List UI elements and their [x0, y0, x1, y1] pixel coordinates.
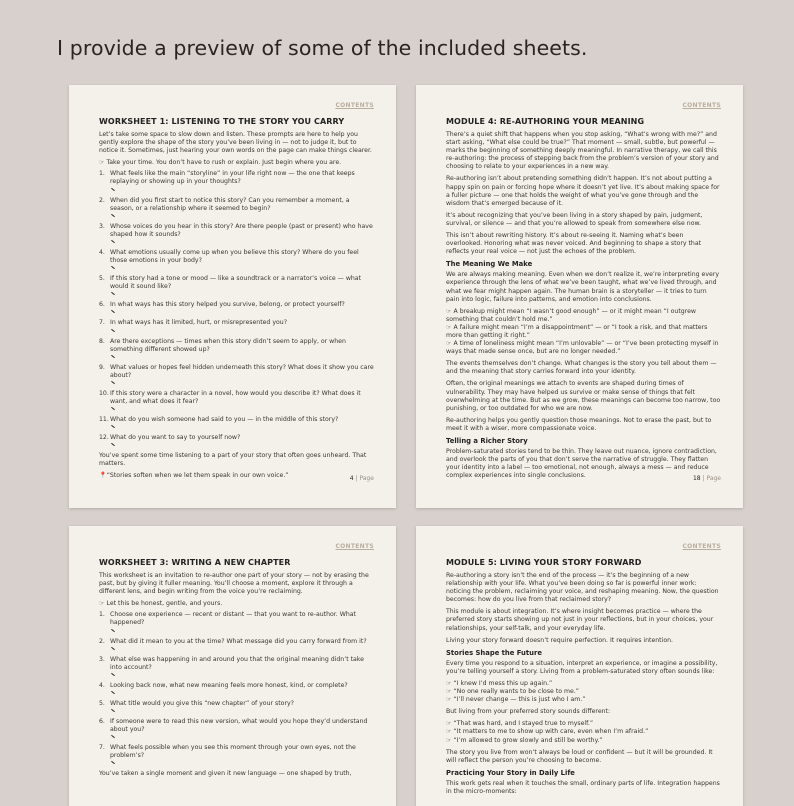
paragraph: This work gets real when it touches the small, ordinary parts of life. Integration happens in the micro-moments: [446, 779, 720, 795]
question-item: 7. In what ways has it limited, hurt, or misrepresented you? [99, 319, 374, 336]
answer-mark-icon [110, 708, 374, 717]
contents-link[interactable]: CONTENTS [335, 102, 374, 109]
question-item: 4. Looking back now, what new meaning feels more honest, kind, or complete? [99, 682, 374, 699]
question-item: 8. Are there exceptions — times when this story didn’t seem to apply, or when something different showed up? [99, 338, 374, 363]
take-time-note: ☞ Take your time. You don’t have to rush or explain. Just begin where you are. [99, 159, 342, 167]
answer-mark-icon [110, 628, 374, 637]
contents-link[interactable]: CONTENTS [682, 102, 721, 109]
paragraph: The story you live from won’t always be loud or confident — but it will be grounded. It will reflect the person you’re choosing to become. [446, 748, 713, 764]
paragraph: Re-authoring a story isn’t the end of the process — it’s the beginning of a new relationship with your life. What you’ve been doing so far is powerful inner work: noticing the problem, reclaiming your voice, and reshaping meaning. Now, the question becomes: how do you live from that reclaimed story? [446, 572, 719, 604]
section-heading: Telling a Richer Story [446, 437, 528, 445]
answer-mark-icon [110, 380, 374, 389]
question-item: 3. Whose voices do you hear in this story? Are there people (past or present) who have shaped how it sounds? [99, 223, 374, 248]
paragraph: We are always making meaning. Even when we don’t realize it, we’re interpreting every experience through the lens of what we’ve been taught, what we’ve lived through, and what we fear might happen again. The human brain is a storyteller — it tries to turn pain into logic, failure into patterns, and emotion into conclusions. [446, 271, 720, 303]
sheet-worksheet-1 [69, 85, 396, 508]
answer-mark-icon [110, 239, 374, 248]
section-heading: Practicing Your Story in Daily Life [446, 768, 575, 777]
answer-mark-icon [110, 734, 374, 743]
paragraph: This isn’t about rewriting history. It’s about re-seeing it. Naming what’s been overlooked. Honoring what was never voiced. And beginning to shape a story that reflects your real voice — not just the echoes of the problem. [446, 232, 702, 256]
intro-text: This worksheet is an invitation to re-author one part of your story — not by erasing the past, but by giving it fuller meaning. You’ll choose a moment, explore it through a different lens, and begin writing from the voice you’re reclaiming. [99, 572, 369, 596]
bullet-item: ☞ “I knew I’d mess this up again.” [446, 679, 553, 687]
answer-mark-icon [110, 690, 374, 699]
paragraph: Every time you respond to a situation, interpret an experience, or imagine a possibility, you’re telling yourself a story. Living from a problem-saturated story often sounds like: [446, 659, 718, 675]
sheet-title: WORKSHEET 1: LISTENING TO THE STORY YOU CARRY [99, 117, 345, 126]
page-number: 4 | Page [349, 475, 374, 482]
paragraph: Re-authoring helps you gently question those meanings. Not to erase the past, but to meet it with a wiser, more compassionate voice. [446, 416, 712, 432]
preview-headline: I provide a preview of some of the included sheets. [57, 36, 588, 60]
paragraph: There’s a quiet shift that happens when you stop asking, “What’s wrong with me?” and start asking, “What else could be true?” That moment — small, subtle, but powerful — marks the beginning of something deeply meaningful. In narrative therapy, we call this re-authoring: the process of stepping back from the problem’s version of your story and choosing to relate to your experiences in a new way. [446, 131, 719, 171]
paragraph: Living your story forward doesn’t require perfection. It requires intention. [446, 636, 673, 644]
question-list [99, 170, 374, 451]
answer-mark-icon [110, 265, 374, 274]
intro-text: Let’s take some space to slow down and listen. These prompts are here to help you gently explore the shape of the story you’ve been living in — not to judge it, but to notice it. Sometimes, just hearing your own words on the page can make things clearer. [99, 131, 372, 155]
paragraph: It’s about recognizing that you’ve been living in a story shaped by pain, judgment, survival, or silence — and that you’re allowed to speak from somewhere else now. [446, 211, 703, 227]
paragraph: Often, the original meanings we attach to events are shaped during times of vulnerability. They may have helped us survive or make sense of things that felt overwhelming at the time. But as we grow, these meanings can become too narrow, too punishing, or too outdated for who we are now. [446, 380, 721, 412]
question-item: 6. If someone were to read this new version, what would you hope they’d understand about you? [99, 718, 374, 743]
bullet-item: ☞ A failure might mean “I’m a disappointment” — or “I took a risk, and that matters more than getting it right.” [446, 323, 708, 339]
answer-mark-icon [110, 328, 374, 337]
question-item: 2. What did it mean to you at the time? What message did you carry forward from it? [99, 638, 374, 655]
bullet-item: ☞ A time of loneliness might mean “I’m unlovable” — or “I’ve been protecting myself in ways that made sense once, but are no longer needed.” [446, 340, 719, 356]
bullet-item: ☞ “It matters to me to show up with care, even when I’m afraid.” [446, 728, 649, 736]
bullet-item: ☞ A breakup might mean “I wasn’t good enough” — or it might mean “I outgrew something that couldn’t hold me.” [446, 307, 696, 323]
answer-mark-icon [110, 424, 374, 433]
question-item: 11. What do you wish someone had said to you — in the middle of this story? [99, 416, 374, 433]
pin-icon: 📍 [99, 472, 107, 480]
closing-text: You’ve spent some time listening to a part of your story that often goes unheard. That matters. [99, 452, 367, 468]
bullet-item: ☞ “That was hard, and I stayed true to myself.” [446, 720, 594, 728]
paragraph: But living from your preferred story sounds different: [446, 708, 611, 716]
sheet-title: MODULE 4: RE-AUTHORING YOUR MEANING [446, 117, 645, 126]
section-heading: The Meaning We Make [446, 260, 533, 269]
question-item: 1. Choose one experience — recent or distant — that you want to re-author. What happened? [99, 611, 374, 636]
question-item: 10. If this story were a character in a novel, how would you describe it? What does it want, and what does it fear? [99, 390, 374, 415]
paragraph: This module is about integration. It’s where insight becomes practice — where the preferred story starts showing up not just in your reflections, but in your choices, your relationships, your self-talk, and your everyday life. [446, 608, 714, 632]
page-number: 18 | Page [692, 475, 721, 482]
let-note: ☞ Let this be honest, gentle, and yours. [99, 600, 223, 608]
question-item: 5. If this story had a tone or mood — like a soundtrack or a narrator’s voice — what would it sound like? [99, 275, 374, 300]
question-item: 12. What do you want to say to yourself now? [99, 434, 374, 451]
quote-line: 📍“Stories soften when we let them speak in our own voice.” [99, 472, 289, 480]
answer-mark-icon [110, 291, 374, 300]
question-item: 3. What else was happening in and around you that the original meaning didn’t take into account? [99, 656, 374, 681]
contents-link[interactable]: CONTENTS [682, 543, 721, 550]
contents-link[interactable]: CONTENTS [335, 543, 374, 550]
paragraph: Problem-saturated stories tend to be thin. They leave out nuance, ignore contradiction, and overlook the parts of you that don’t serve the narrative of struggle. They flatten your identity into a label — too emotional, not enough, always a mess — and reduce complex experiences into single conclusions. [446, 448, 717, 480]
sheet-worksheet-3 [69, 526, 396, 806]
question-item: 6. In what ways has this story helped you survive, belong, or protect yourself? [99, 301, 374, 318]
question-item: 1. What feels like the main “storyline” in your life right now — the one that keeps replaying or showing up in your thoughts? [99, 170, 374, 195]
answer-mark-icon [110, 354, 374, 363]
question-item: 4. What emotions usually come up when you believe this story? Where do you feel those emotions in your body? [99, 249, 374, 274]
question-item: 2. When did you first start to notice this story? Can you remember a moment, a season, or a relationship where it seemed to begin? [99, 197, 374, 222]
question-item: 7. What feels possible when you see this moment through your own eyes, not the problem’s? [99, 744, 374, 769]
answer-mark-icon [110, 309, 374, 318]
answer-mark-icon [110, 187, 374, 196]
answer-mark-icon [110, 760, 374, 769]
bullet-item: ☞ “I’m allowed to grow slowly and still be worthy.” [446, 736, 603, 744]
answer-mark-icon [110, 213, 374, 222]
answer-mark-icon [110, 646, 374, 655]
answer-mark-icon [110, 442, 374, 451]
sheet-title: MODULE 5: LIVING YOUR STORY FORWARD [446, 558, 642, 567]
closing-text: You’ve taken a single moment and given it new language — one shaped by truth, [99, 770, 352, 778]
sheet-module-5 [416, 526, 743, 806]
question-list [99, 611, 374, 769]
sheet-module-4 [416, 85, 743, 508]
bullet-item: ☞ “No one really wants to be close to me.” [446, 688, 580, 696]
question-item: 9. What values or hopes feel hidden underneath this story? What does it show you care about? [99, 364, 374, 389]
bullet-item: ☞ “I’ll never change — this is just who I am.” [446, 696, 586, 704]
sheet-title: WORKSHEET 3: WRITING A NEW CHAPTER [99, 558, 291, 567]
paragraph: Re-authoring isn’t about pretending something didn’t happen. It’s not about putting a happy spin on pain or forcing hope where it doesn’t yet live. It’s about making space for a fuller picture — one that holds the weight of what you’ve gone through and the wisdom that’s emerged because of it. [446, 175, 720, 207]
answer-mark-icon [110, 672, 374, 681]
answer-mark-icon [110, 406, 374, 415]
question-item: 5. What title would you give this “new chapter” of your story? [99, 700, 374, 717]
paragraph: The events themselves don’t change. What changes is the story you tell about them — and the meaning that story carries forward into your identity. [446, 360, 717, 376]
section-heading: Stories Shape the Future [446, 648, 542, 657]
